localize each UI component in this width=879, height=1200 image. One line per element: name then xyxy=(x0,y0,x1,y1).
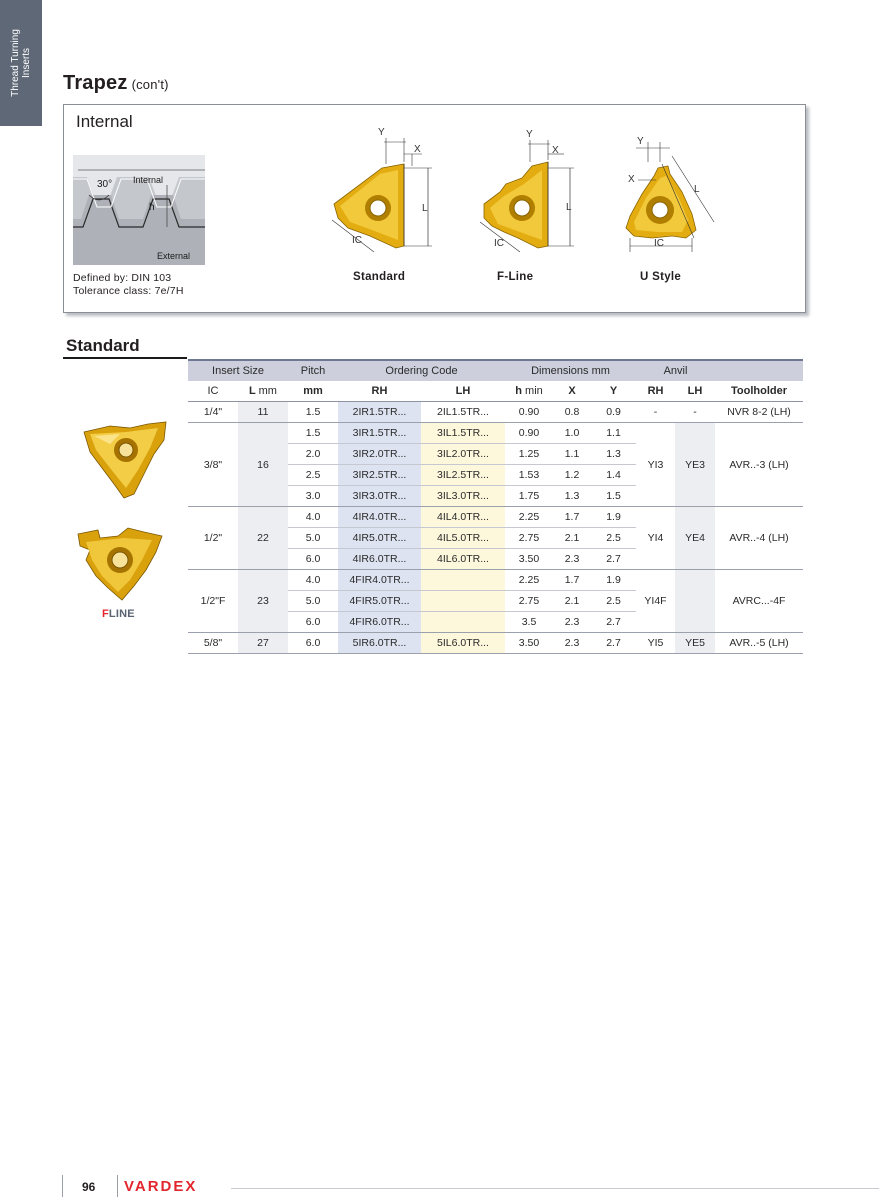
cell-x: 0.8 xyxy=(553,402,591,423)
cell-ic: 3/8" xyxy=(188,423,238,507)
cell-h: 2.75 xyxy=(505,591,553,612)
cell-pitch: 2.5 xyxy=(288,465,338,486)
ustyle-x-label: X xyxy=(628,174,635,185)
cell-h: 1.25 xyxy=(505,444,553,465)
footer-divider-left xyxy=(62,1175,63,1197)
standard-x-label: X xyxy=(414,144,421,155)
cell-y: 2.5 xyxy=(591,528,636,549)
cell-x: 2.3 xyxy=(553,612,591,633)
cell-rh: 4FIR4.0TR... xyxy=(338,570,421,591)
cell-pitch: 5.0 xyxy=(288,528,338,549)
cell-pitch: 6.0 xyxy=(288,549,338,570)
insert-spec-table xyxy=(188,359,803,654)
cell-y: 2.5 xyxy=(591,591,636,612)
cell-pitch: 3.0 xyxy=(288,486,338,507)
fline-l-label: L xyxy=(566,202,572,213)
header-ordering-code: Ordering Code xyxy=(338,360,505,381)
cell-lh xyxy=(421,612,505,633)
cell-h: 1.53 xyxy=(505,465,553,486)
cell-h: 1.75 xyxy=(505,486,553,507)
table-row xyxy=(188,402,803,423)
tolerance-class: Tolerance class: 7e/7H xyxy=(73,285,184,297)
cell-h: 2.75 xyxy=(505,528,553,549)
table-row xyxy=(188,507,803,528)
profile-h-label: h xyxy=(149,202,155,213)
cell-anvil-rh: YI4 xyxy=(636,507,675,570)
cell-x: 1.3 xyxy=(553,486,591,507)
col-y: Y xyxy=(591,381,636,402)
page-title: Trapez (con't) xyxy=(63,72,169,94)
header-dimensions: Dimensions mm xyxy=(505,360,636,381)
cell-ic: 1/2"F xyxy=(188,570,238,633)
ustyle-ic-label: IC xyxy=(654,238,664,249)
standard-l-label: L xyxy=(422,203,428,214)
cell-anvil-lh xyxy=(675,570,715,633)
fline-ic-label: IC xyxy=(494,238,504,249)
cell-l: 11 xyxy=(238,402,288,423)
cell-y: 1.9 xyxy=(591,570,636,591)
profile-angle-label: 30° xyxy=(97,179,113,190)
header-pitch: Pitch xyxy=(288,360,338,381)
cell-toolholder: NVR 8-2 (LH) xyxy=(715,402,803,423)
cell-x: 2.1 xyxy=(553,528,591,549)
cell-rh: 3IR2.0TR... xyxy=(338,444,421,465)
standard-insert-diagram xyxy=(322,124,442,254)
cell-y: 1.5 xyxy=(591,486,636,507)
page-number: 96 xyxy=(82,1180,96,1194)
cell-lh: 3IL2.5TR... xyxy=(421,465,505,486)
cell-anvil-rh: YI4F xyxy=(636,570,675,633)
fline-y-label: Y xyxy=(526,129,533,140)
ustyle-insert-diagram xyxy=(612,130,732,255)
section-tab xyxy=(0,0,42,126)
page-subtitle: (con't) xyxy=(131,77,169,92)
brand-logo: VARDEX xyxy=(124,1178,198,1195)
col-ic: IC xyxy=(188,381,238,402)
cell-h: 3.50 xyxy=(505,633,553,654)
cell-h: 3.5 xyxy=(505,612,553,633)
cell-rh: 3IR2.5TR... xyxy=(338,465,421,486)
cell-x: 1.7 xyxy=(553,570,591,591)
cell-lh: 3IL1.5TR... xyxy=(421,423,505,444)
cell-anvil-rh: YI3 xyxy=(636,423,675,507)
header-insert-size: Insert Size xyxy=(188,360,288,381)
col-rh: RH xyxy=(338,381,421,402)
standard-ic-label: IC xyxy=(352,235,362,246)
cell-pitch: 6.0 xyxy=(288,633,338,654)
table-row xyxy=(188,570,803,591)
cell-pitch: 1.5 xyxy=(288,423,338,444)
cell-l: 16 xyxy=(238,423,288,507)
standard-insert-photo xyxy=(80,418,172,502)
cell-lh: 5IL6.0TR... xyxy=(421,633,505,654)
col-x: X xyxy=(553,381,591,402)
fline-logo: FLINE xyxy=(102,608,135,620)
diagram-label-fline: F-Line xyxy=(497,271,534,283)
internal-title: Internal xyxy=(76,112,133,131)
fline-x-label: X xyxy=(552,145,559,156)
definition-text xyxy=(73,272,184,298)
ustyle-l-label: L xyxy=(694,184,700,195)
col-lh: LH xyxy=(421,381,505,402)
cell-lh: 3IL3.0TR... xyxy=(421,486,505,507)
cell-l: 23 xyxy=(238,570,288,633)
col-toolholder: Toolholder xyxy=(715,381,803,402)
cell-toolholder: AVR..-3 (LH) xyxy=(715,423,803,507)
cell-rh: 4FIR5.0TR... xyxy=(338,591,421,612)
cell-lh: 4IL6.0TR... xyxy=(421,549,505,570)
profile-internal-label: Internal xyxy=(133,175,164,185)
cell-pitch: 2.0 xyxy=(288,444,338,465)
fline-insert-diagram xyxy=(470,126,590,256)
col-h: h min xyxy=(505,381,553,402)
cell-rh: 5IR6.0TR... xyxy=(338,633,421,654)
cell-x: 2.1 xyxy=(553,591,591,612)
cell-x: 1.2 xyxy=(553,465,591,486)
cell-x: 1.7 xyxy=(553,507,591,528)
cell-pitch: 5.0 xyxy=(288,591,338,612)
cell-h: 3.50 xyxy=(505,549,553,570)
diagram-label-standard: Standard xyxy=(353,271,406,283)
cell-x: 2.3 xyxy=(553,633,591,654)
fline-insert-photo xyxy=(74,526,166,606)
standard-section-title: Standard xyxy=(66,336,140,355)
cell-ic: 5/8" xyxy=(188,633,238,654)
cell-y: 0.9 xyxy=(591,402,636,423)
cell-toolholder: AVR..-4 (LH) xyxy=(715,507,803,570)
cell-rh: 3IR1.5TR... xyxy=(338,423,421,444)
cell-anvil-lh: YE5 xyxy=(675,633,715,654)
profile-external-label: External xyxy=(157,251,191,261)
standard-y-label: Y xyxy=(378,127,385,138)
table-row xyxy=(188,633,803,654)
table-header-groups xyxy=(188,360,803,381)
table-row xyxy=(188,423,803,444)
cell-anvil-lh: YE3 xyxy=(675,423,715,507)
cell-anvil-rh: YI5 xyxy=(636,633,675,654)
cell-toolholder: AVR..-5 (LH) xyxy=(715,633,803,654)
cell-pitch: 4.0 xyxy=(288,570,338,591)
cell-y: 1.4 xyxy=(591,465,636,486)
thread-profile-diagram xyxy=(73,155,205,265)
cell-h: 0.90 xyxy=(505,402,553,423)
cell-y: 1.9 xyxy=(591,507,636,528)
defined-by: Defined by: DIN 103 xyxy=(73,272,172,284)
footer-rule xyxy=(231,1188,879,1189)
diagram-label-ustyle: U Style xyxy=(640,271,682,283)
cell-anvil-lh: - xyxy=(675,402,715,423)
cell-lh: 2IL1.5TR... xyxy=(421,402,505,423)
cell-x: 1.1 xyxy=(553,444,591,465)
cell-l: 22 xyxy=(238,507,288,570)
cell-h: 2.25 xyxy=(505,570,553,591)
cell-h: 0.90 xyxy=(505,423,553,444)
cell-y: 2.7 xyxy=(591,549,636,570)
footer-divider-right xyxy=(117,1175,118,1197)
table-header-columns xyxy=(188,381,803,402)
col-anvil-lh: LH xyxy=(675,381,715,402)
cell-pitch: 1.5 xyxy=(288,402,338,423)
cell-l: 27 xyxy=(238,633,288,654)
cell-rh: 3IR3.0TR... xyxy=(338,486,421,507)
header-blank xyxy=(715,360,803,381)
col-anvil-rh: RH xyxy=(636,381,675,402)
col-l: L mm xyxy=(238,381,288,402)
cell-rh: 4IR5.0TR... xyxy=(338,528,421,549)
cell-x: 2.3 xyxy=(553,549,591,570)
cell-pitch: 6.0 xyxy=(288,612,338,633)
cell-ic: 1/4" xyxy=(188,402,238,423)
cell-lh: 4IL5.0TR... xyxy=(421,528,505,549)
cell-ic: 1/2" xyxy=(188,507,238,570)
cell-y: 1.3 xyxy=(591,444,636,465)
cell-rh: 2IR1.5TR... xyxy=(338,402,421,423)
cell-x: 1.0 xyxy=(553,423,591,444)
cell-rh: 4IR6.0TR... xyxy=(338,549,421,570)
cell-lh xyxy=(421,570,505,591)
col-pitch: mm xyxy=(288,381,338,402)
cell-toolholder: AVRC...-4F xyxy=(715,570,803,633)
cell-rh: 4IR4.0TR... xyxy=(338,507,421,528)
cell-rh: 4FIR6.0TR... xyxy=(338,612,421,633)
cell-lh: 3IL2.0TR... xyxy=(421,444,505,465)
section-tab-label: Thread Turning Inserts xyxy=(10,29,32,97)
cell-h: 2.25 xyxy=(505,507,553,528)
header-anvil: Anvil xyxy=(636,360,715,381)
standard-title-rule xyxy=(63,357,187,359)
cell-anvil-rh: - xyxy=(636,402,675,423)
cell-y: 1.1 xyxy=(591,423,636,444)
cell-pitch: 4.0 xyxy=(288,507,338,528)
cell-anvil-lh: YE4 xyxy=(675,507,715,570)
cell-lh: 4IL4.0TR... xyxy=(421,507,505,528)
cell-y: 2.7 xyxy=(591,633,636,654)
ustyle-y-label: Y xyxy=(637,136,644,147)
cell-lh xyxy=(421,591,505,612)
cell-y: 2.7 xyxy=(591,612,636,633)
